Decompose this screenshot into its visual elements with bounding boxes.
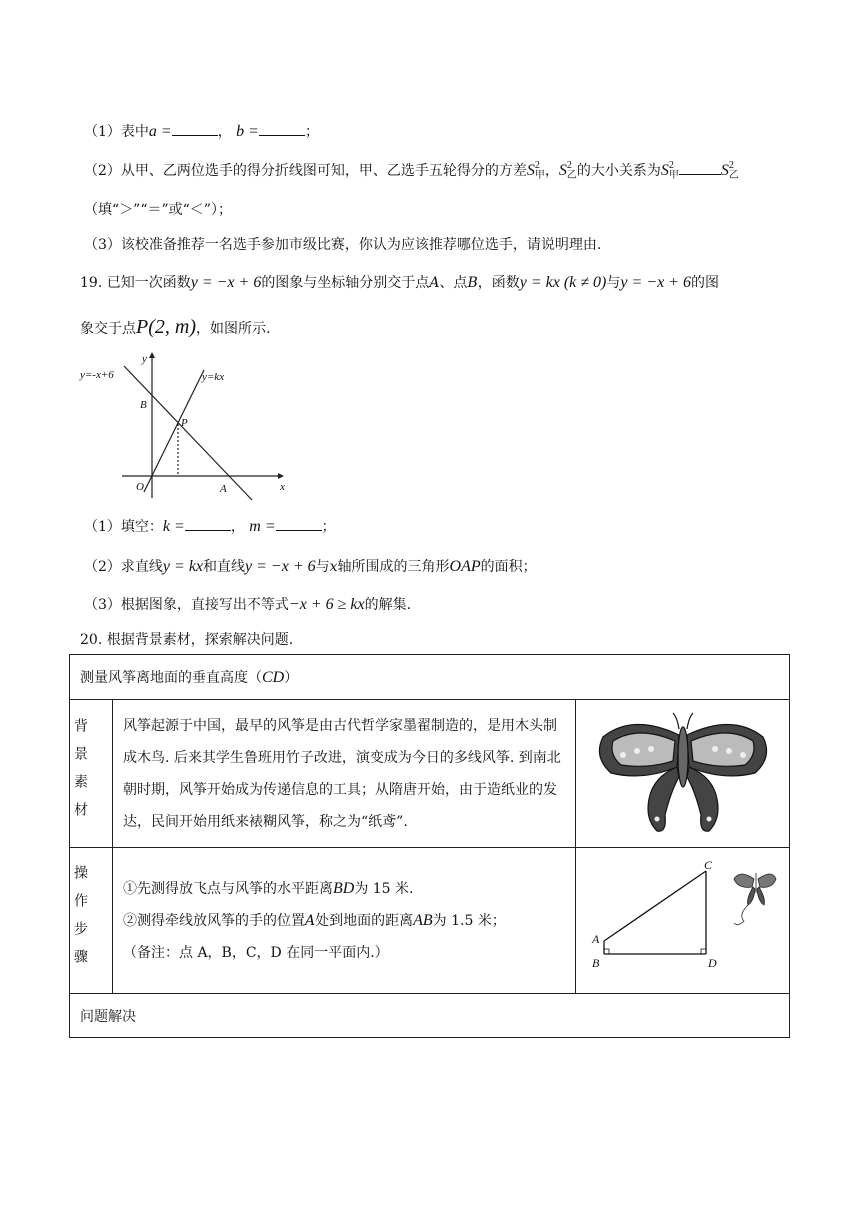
var-k: k = [162,518,185,535]
q18-part2-text: （2）从甲、乙两位选手的得分折线图可知，甲、乙选手五轮得分的方差 [84,163,527,179]
sup: 2 [534,160,540,172]
variance-yi [558,160,577,182]
text: ，函数 [477,275,520,291]
text: 的面积； [480,559,537,575]
equation: y = kx (k ≠ 0) [519,274,607,291]
label-d: D [707,955,717,970]
text: 的图 [690,275,719,291]
kite-triangle-diagram [588,859,778,979]
text: ②测得牵线放风筝的手的位置 [123,912,305,929]
q19-part1: （1）填空：k = ， m = ； [84,518,336,535]
title-text: ） [284,670,299,686]
table-row-steps [70,848,790,994]
variance-jia-2 [660,160,679,182]
blank-b [259,121,305,136]
q19-part2 [84,556,537,576]
step-note: （备注：点 A，B，C，D 在同一平面内.） [123,944,389,961]
row-label-cell [70,700,113,848]
q19-part3 [84,594,411,614]
point-p: P(2, m) [136,316,196,338]
text: 与 [315,559,330,575]
label-a: A [591,931,599,946]
label-p: P [181,417,188,429]
blank-compare [679,160,721,175]
text: 象交于点 [80,321,136,337]
sup: 2 [566,160,572,172]
row-label-steps: 操作步骤 [72,864,88,977]
q20-table [69,654,790,1038]
kite-diagram-cell [576,848,790,994]
text: 的解集. [364,597,412,613]
row-label-cell [70,848,113,994]
label-b: B [140,399,147,411]
table-row-background [70,700,790,848]
s-symbol: S [526,162,535,179]
variance-jia [526,160,545,182]
table-row-solution [70,994,790,1038]
text: ，如图所示. [195,321,271,337]
text: 为 15 米. [354,880,414,897]
sub: 乙 [566,170,577,182]
label-x: x [280,481,285,493]
background-text: 风筝起源于中国，最早的风筝是由古代哲学家墨翟制造的，是用木头制成木鸟. 后来其学生鲁班用竹子改进，演变成为今日的多线风筝. 到南北朝时期，风筝开始成为传递信息的工具；从隋唐开始，由于造纸业的发达，民间开始用纸来裱糊风筝，称之为“纸鸢”. [123,717,561,830]
solution-cell [70,994,790,1038]
sup: 2 [668,160,674,172]
steps-text-cell [113,848,576,994]
text: 的图象与坐标轴分别交于点 [261,275,430,291]
text: 和直线 [203,559,246,575]
q18-part3: （3）该校准备推荐一名选手参加市级比赛，你认为应该推荐哪位选手，请说明理由. [84,237,602,253]
label-y: y [142,353,147,365]
q18-part2 [84,160,739,181]
blank-m [276,516,322,531]
q18-part1-text: （1）表中 [84,124,149,140]
blank-a [172,121,218,136]
q20-stem: 20. 根据背景素材，探索解决问题. [80,632,294,648]
q19-stem-line1 [80,272,719,292]
s-symbol: S [558,162,567,179]
blank-k [185,516,231,531]
function-graph [78,350,298,506]
text: ①先测得放飞点与风筝的水平距离 [123,880,333,897]
text: 处到地面的距离 [315,912,414,929]
segment-ab: AB [413,911,433,929]
label-line2: y=kx [202,371,225,383]
q18-part2-note: （填“＞”“＝”或“＜”）； [84,202,232,218]
var-m: m = [249,518,276,535]
butterfly-kite-image [593,707,773,837]
sub: 乙 [728,170,739,182]
equation: y = kx [162,558,204,575]
table-title-row [70,655,790,700]
segment-cd: CD [262,669,285,686]
label-c: C [703,858,712,872]
segment-ac-line [604,871,706,941]
var-b: b = [236,123,259,140]
line-kx [144,370,204,492]
q18-part1-end: ； [304,124,319,140]
step-1 [123,873,565,905]
point-a: A [429,275,440,291]
text: （3）根据图象，直接写出不等式 [84,597,289,613]
text: 与 [606,275,621,291]
var-x: x [329,559,338,575]
point-b: B [467,275,478,291]
text: 轴所围成的三角形 [337,559,450,575]
title-text: 测量风筝离地面的垂直高度（ [80,670,262,686]
row-label-background: 背景素材 [72,717,88,830]
triangle-oap: OAP [449,558,481,575]
equation: y = −x + 6 [245,558,316,575]
steps-text [113,867,575,975]
text: 19. 已知一次函数 [80,275,191,291]
text: （2）求直线 [84,559,163,575]
s-symbol: S [720,162,729,179]
point-a: A [305,912,316,929]
label-o: O [136,481,144,493]
var-a: a = [148,123,172,140]
s-symbol: S [660,162,669,179]
sub: 甲 [668,170,679,182]
x-arrow [278,473,284,479]
sub: 甲 [534,170,545,182]
inequality: −x + 6 ≥ kx [288,596,365,613]
small-kite-icon [734,873,776,925]
variance-yi-2 [720,160,739,182]
label-a: A [220,483,227,495]
equation: y = −x + 6 [620,274,691,291]
solution-label: 问题解决 [80,1008,136,1025]
butterfly-kite-cell [576,700,790,848]
sup: 2 [728,160,734,172]
step-2 [123,905,565,937]
text: ； [321,519,336,535]
y-arrow [149,352,155,358]
segment-bd: BD [333,879,355,897]
text: 、点 [439,275,468,291]
label-line1: y=-x+6 [80,369,114,381]
text: （1）填空： [84,519,163,535]
line-neg [124,366,252,500]
q19-stem-line2 [80,316,270,339]
q18-part2-mid: 的大小关系为 [576,163,661,179]
table-title-cell [70,655,790,700]
label-b: B [591,955,599,970]
equation: y = −x + 6 [190,274,262,291]
background-text-cell [113,700,576,848]
q18-part1: （1）表中a = ， b = ； [84,123,319,140]
sep: ， [544,163,559,179]
text: 为 1.5 米； [432,912,506,929]
